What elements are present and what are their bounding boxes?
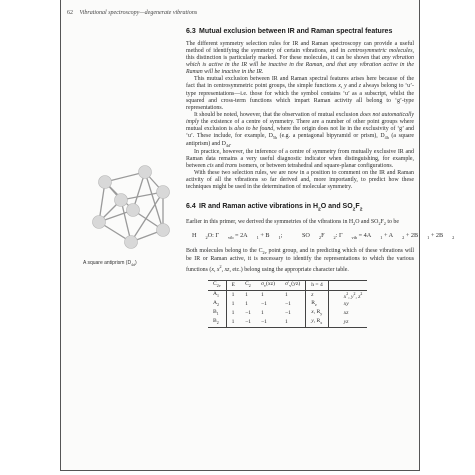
table-cell: 1 — [231, 292, 235, 299]
main-text-column — [186, 28, 455, 328]
c2v-character-table — [208, 280, 367, 328]
section-title: IR and Raman active vibrations in $H_2O$ and $SO_2F_2$ — [199, 202, 363, 212]
table-row — [208, 300, 367, 309]
running-head — [67, 10, 197, 16]
antiprism-atom — [93, 216, 106, 229]
table-header-cell: $\sigma'_v(yz)$ — [280, 280, 306, 290]
table-header-row — [208, 280, 367, 290]
table-cell: 1 — [231, 310, 235, 317]
section-title: Mutual exclusion between IR and Raman spectral features — [199, 28, 393, 35]
table-cell: $A_2$ — [208, 300, 226, 309]
square-antiprism-figure — [83, 160, 183, 267]
table-cell: $x^2$, $y^2$, $z^2$ — [343, 291, 363, 300]
antiprism-atoms — [93, 166, 170, 249]
section-heading-6-3 — [186, 28, 414, 36]
table-header-cell: E — [226, 280, 240, 290]
paragraph-selection-rules: With these two selection rules, we are now in a position to comment on the IR and Raman activity of all the vibrations so far derived and, more importantly, to predict how these techniques might be used in the determination of molecular symmetry. — [186, 170, 414, 191]
table-cell: y, $R_x$ — [306, 318, 329, 327]
table-cell: 1 — [231, 301, 235, 308]
table-cell: −1 — [256, 318, 280, 327]
table-header-cell: $C_2$ — [240, 280, 256, 290]
section-number: 6.3 — [186, 28, 196, 35]
table-header-cell: h = 4 — [306, 280, 329, 290]
table-cell: 1 — [261, 310, 264, 317]
table-cell: xz — [343, 310, 349, 317]
table-cell: 1 — [261, 292, 264, 299]
table-header-cell: $\sigma_v(xz)$ — [256, 280, 280, 290]
antiprism-atom — [157, 224, 170, 237]
table-row — [208, 290, 367, 300]
table-cell: 1 — [226, 318, 240, 327]
table-cell: $R_z$ — [306, 300, 329, 309]
table-cell — [328, 300, 339, 309]
table-cell — [328, 309, 339, 318]
paragraph-no-centre-implied: It should be noted, however, that the observation of mutual exclusion does not automatically imply the existence of a centre of symmetry. There are a number of other point groups where mutual exclusion is also to be found, where the origin does not lie in the exclusivity of ‘g’ and ‘u’. These include, for example, $D_{5h}$ (e.g. a pentagonal bipyramid or prism), $D_{4h}$ (a square antiprism) and $D_{4d}$. — [186, 111, 414, 149]
table-header-cell: $C_{2v}$ — [208, 280, 226, 290]
section-number: 6.4 — [186, 202, 196, 210]
table-body — [208, 290, 367, 327]
table-cell: −1 — [280, 309, 306, 318]
paragraph-u-g-representations: This mutual exclusion between IR and Raman spectral features arises here because of the fact that in centrosymmetric point groups, the simple functions x, y and z always belong to ‘u’-type representations—i.e. those for which the symbol contains ‘u’ as a subscript, whilst the squared and cross-term functions which impart Raman activity all belong to ‘g’-type representations. — [186, 76, 414, 111]
equation-h2o: H $_2$O: Γ $_{vib}$ = 2A $_1$ + B $_1$; — [192, 232, 283, 241]
running-title: Vibrational spectroscopy—degenerate vibrations — [79, 10, 198, 16]
table-cell — [328, 290, 339, 300]
table-cell: −1 — [245, 310, 252, 317]
table-cell: 1 — [280, 318, 306, 327]
page-number: 62 — [67, 10, 73, 16]
table-cell — [328, 318, 339, 327]
paragraph-earlier-derived: Earlier in this primer, we derived the symmetries of the vibrations in $H_2O$ and $SO_2F_2$ to be — [186, 219, 399, 227]
table-cell: 1 — [245, 292, 248, 299]
antiprism-edge — [145, 172, 163, 230]
table-cell: $A_1$ — [208, 290, 226, 300]
table-cell: 1 — [245, 301, 248, 308]
antiprism-atom — [139, 166, 152, 179]
square-antiprism-diagram — [83, 160, 183, 256]
vibration-symmetry-equation — [192, 232, 455, 242]
figure-caption: A square antiprism $(D_{4d})$ — [83, 260, 137, 267]
antiprism-atom — [115, 194, 128, 207]
section-heading-6-4 — [186, 203, 414, 215]
equation-so2f2: SO $_2$F $_2$: Γ $_{vib}$ = 4A $_1$ + A $_2$ + 2B $_1$ + 2B $_2$ — [301, 232, 455, 241]
antiprism-atom — [125, 236, 138, 249]
table-cell: yz — [339, 318, 368, 327]
table-header-cell — [328, 280, 339, 290]
table-cell: $B_2$ — [208, 318, 226, 327]
table-cell: $B_1$ — [208, 309, 226, 318]
paragraph-in-practice: In practice, however, the inference of a centre of symmetry from mutually exclusive IR and Raman data remains a very useful diagnostic indicator when distinguishing, for example, between cis and trans isomers, or between tetrahedral and square-planar configurations. — [186, 149, 414, 170]
antiprism-atom — [99, 176, 112, 189]
table-header-cell — [339, 280, 368, 290]
table-cell: x, $R_y$ — [306, 309, 329, 318]
book-page — [60, 0, 455, 471]
table-cell: −1 — [240, 318, 256, 327]
paragraph-mutual-exclusion: The different symmetry selection rules for IR and Raman spectroscopy can provide a useful method of identifying the symmetry of certain vibrations, and in centrosymmetric molecules, this distinction is particularly marked. For these molecules, it can be shown that any vibration which is active in the IR will be inactive in the Raman, and that any vibration active in the Raman will be inactive in the IR. — [186, 41, 415, 76]
table-cell: xy — [343, 301, 349, 308]
table-row — [208, 309, 367, 318]
table-row — [208, 318, 367, 327]
paragraph-c2v-point-group: Both molecules belong to the $C_{2v}$ point group, and in predicting which of these vibrations will be IR or Raman active, it is necessary to identify the representations to which the various functions (x, $x^2$, xz, etc.) belong using the appropriate character table. — [186, 247, 414, 273]
table-cell: 1 — [280, 290, 306, 300]
antiprism-atom — [127, 204, 140, 217]
table-cell: z — [306, 290, 329, 300]
antiprism-atom — [157, 186, 170, 199]
table-cell: −1 — [261, 301, 267, 308]
table-cell: −1 — [280, 300, 306, 309]
